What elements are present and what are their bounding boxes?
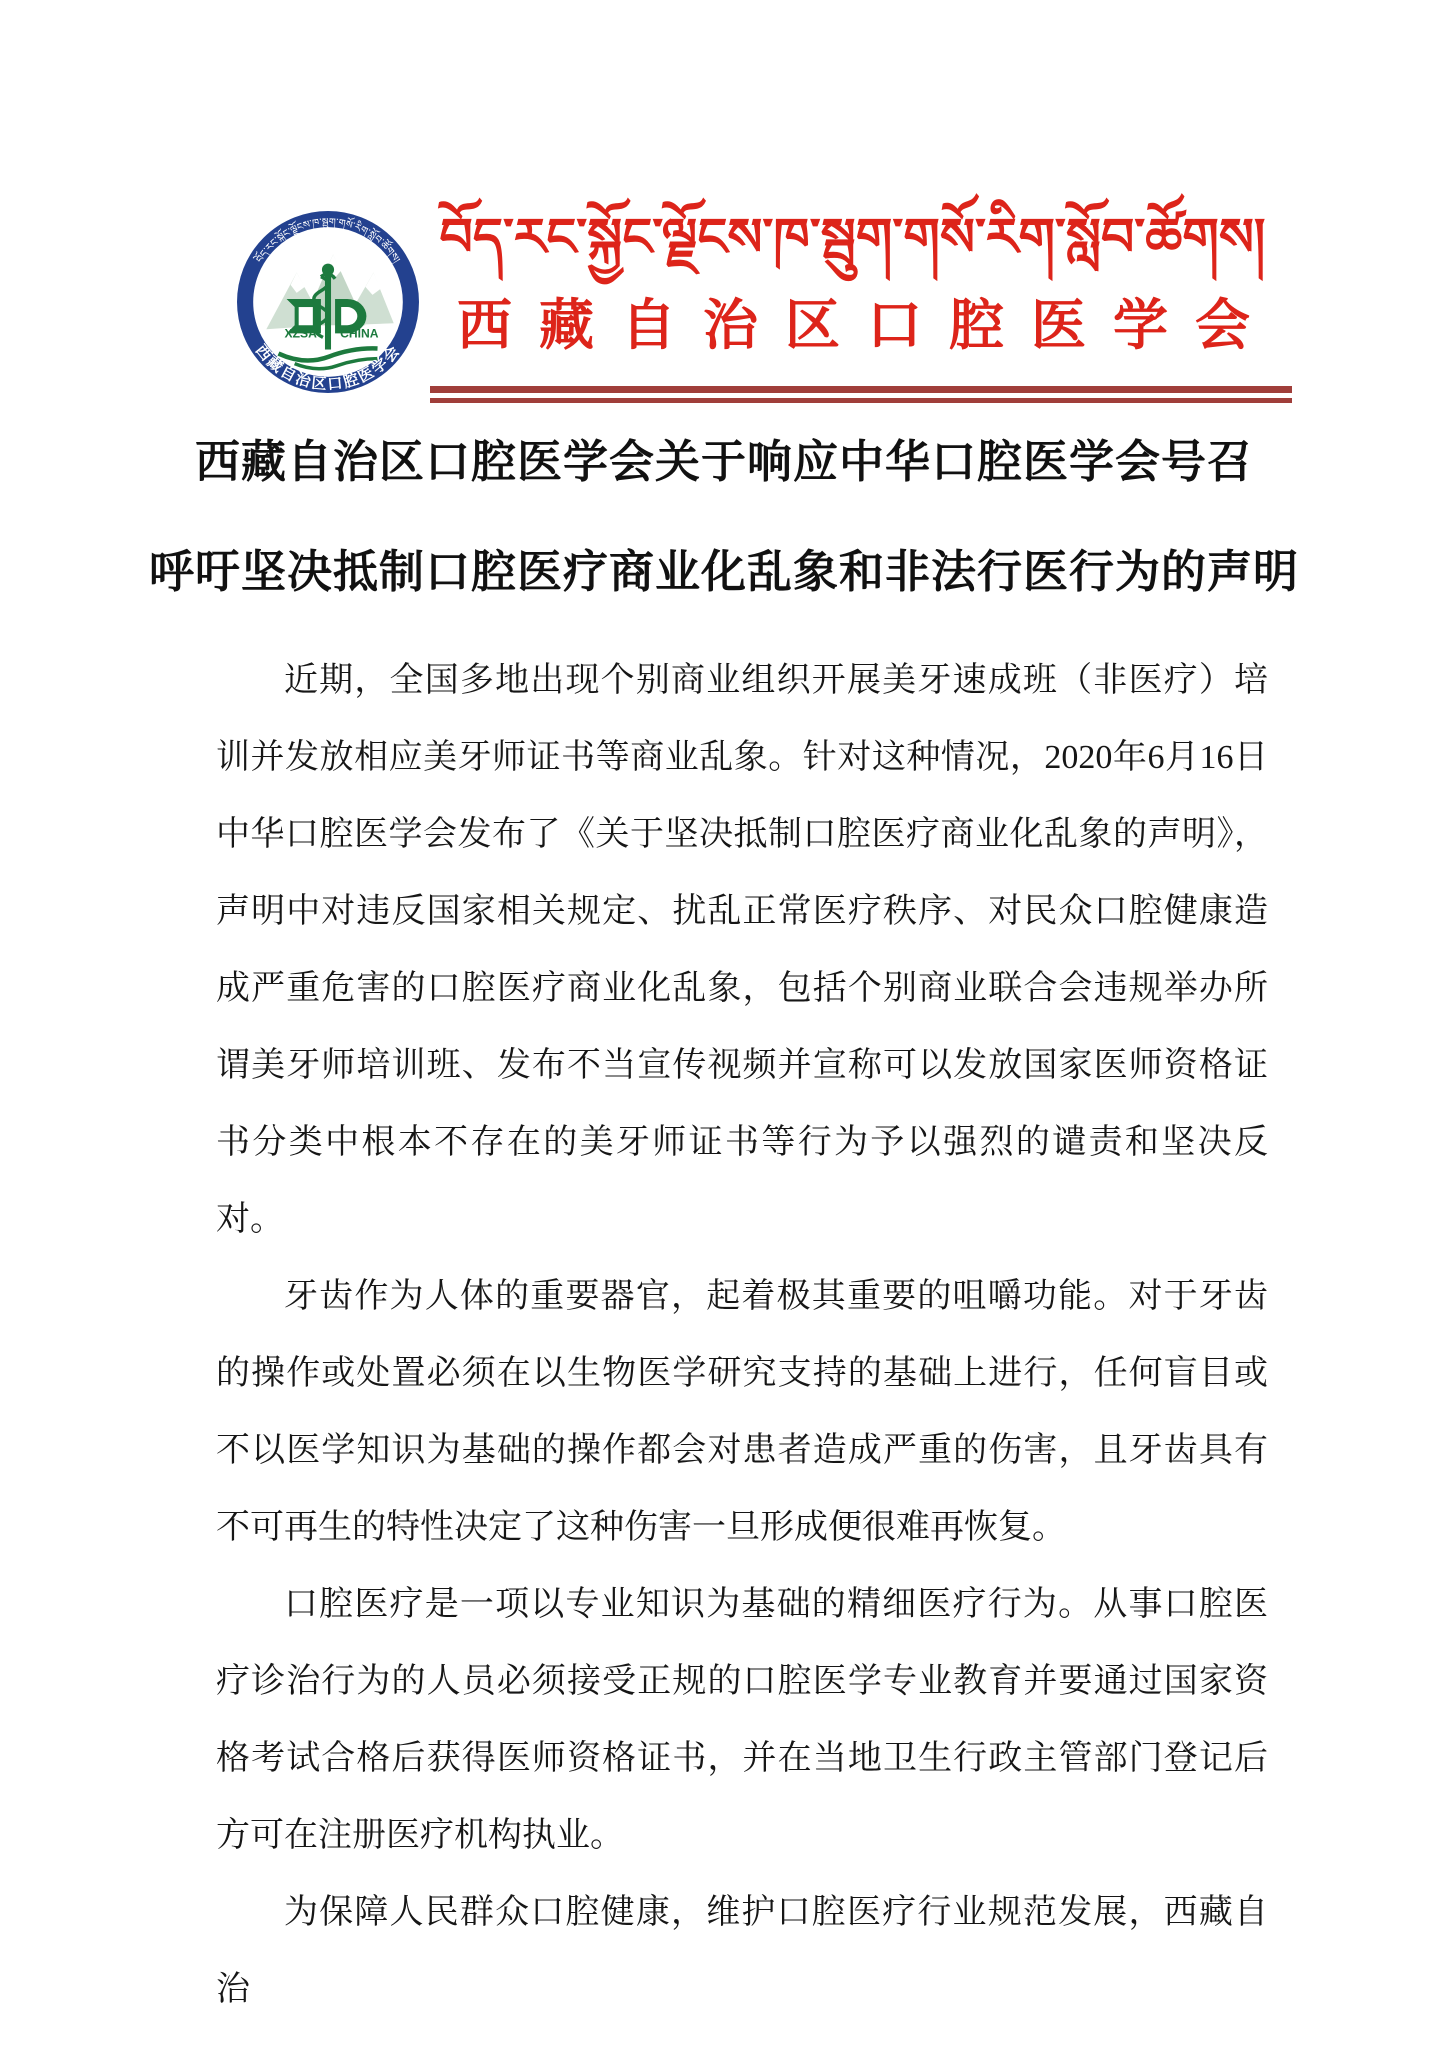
logo-acronym-right: CHINA xyxy=(340,326,379,341)
logo-ring-tibetan-text: བོད་རང་སྐྱོང་ལྗོངས་ཁ་སྦུག་གསོ་རིག་སློབ་ཚོགས། xyxy=(254,217,402,266)
body-paragraph-2: 牙齿作为人体的重要器官，起着极其重要的咀嚼功能。对于牙齿的操作或处置必须在以生物医学研究支持的基础上进行，任何盲目或不以医学知识为基础的操作都会对患者造成严重的伤害，且牙齿具有不可再生的特性决定了这种伤害一旦形成便很难再恢复。 xyxy=(216,1278,1268,1546)
body-paragraph-4: 为保障人民群众口腔健康，维护口腔医疗行业规范发展，西藏自治 xyxy=(216,1894,1268,2008)
document-title-line2: 呼吁坚决抵制口腔医疗商业化乱象和非法行医行为的声明 xyxy=(148,547,1299,597)
document-title-line1: 西藏自治区口腔医学会关于响应中华口腔医学会号召 xyxy=(194,437,1253,487)
association-logo xyxy=(236,210,420,394)
letterhead-divider xyxy=(430,386,1292,403)
body-paragraph-1: 近期，全国多地出现个别商业组织开展美牙速成班（非医疗）培训并发放相应美牙师证书等商业乱象。针对这种情况，2020年6月16日中华口腔医学会发布了《关于坚决抵制口腔医疗商业化乱象的声明》，声明中对违反国家相关规定、扰乱正常医疗秩序、对民众口腔健康造成严重危害的口腔医疗商业化乱象，包括个别商业联合会违规举办所谓美牙师培训班、发布不当宣传视频并宣称可以发放国家医师资格证书分类中根本不存在的美牙师证书等行为予以强烈的谴责和坚决反对。 xyxy=(216,662,1268,1238)
document-body xyxy=(216,642,1268,2028)
document-title xyxy=(0,407,1448,627)
logo-ring-chinese-text: 西藏自治区口腔医学会 xyxy=(251,341,405,394)
letterhead xyxy=(430,188,1278,356)
body-paragraph-3: 口腔医疗是一项以专业知识为基础的精细医疗行为。从事口腔医疗诊治行为的人员必须接受正规的口腔医学专业教育并要通过国家资格考试合格后获得医师资格证书，并在当地卫生行政主管部门登记后方可在注册医疗机构执业。 xyxy=(216,1586,1268,1854)
letterhead-org-name: 西藏自治区口腔医学会 xyxy=(457,294,1278,356)
logo-acronym-left: XZSA xyxy=(284,326,317,341)
letterhead-tibetan-line: བོད་རང་སྐྱོང་ལྗོངས་ཁ་སྦུག་གསོ་རིག་སློབ་ཚོགས། xyxy=(439,208,1266,268)
